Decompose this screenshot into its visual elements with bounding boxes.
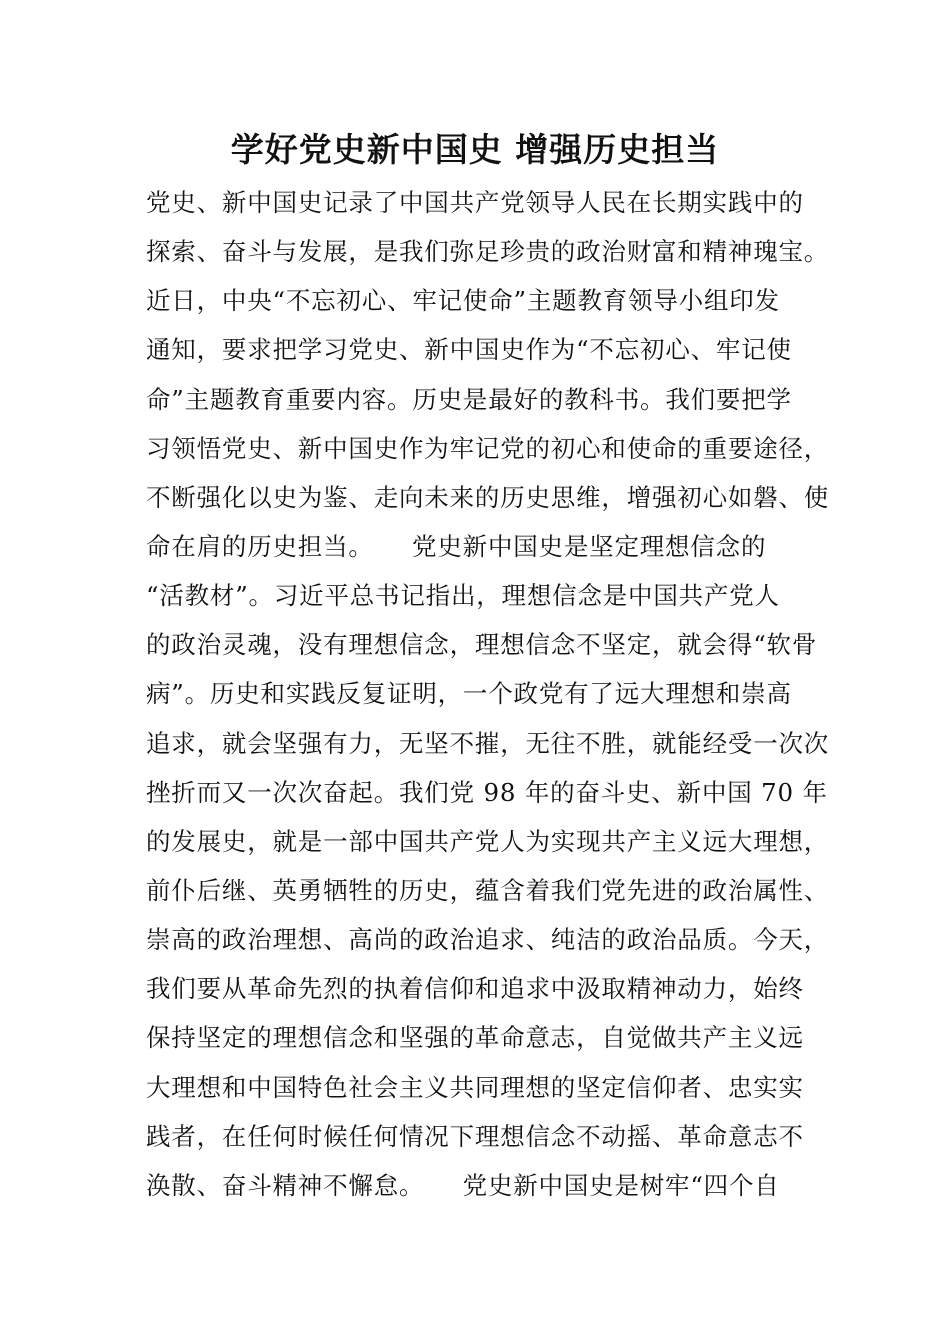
body-line: 通知，要求把学习党史、新中国史作为“不忘初心、牢记使 [146,335,792,365]
body-line: 挫折而又一次次奋起。我们党 98 年的奋斗史、新中国 70 年 [146,777,828,807]
body-line: 病”。历史和实践反复证明，一个政党有了远大理想和崇高 [146,679,792,709]
body-line: 命”主题教育重要内容。历史是最好的教科书。我们要把学 [146,384,792,414]
body-line: 近日，中央“不忘初心、牢记使命”主题教育领导小组印发 [146,286,780,316]
body-line: 我们要从革命先烈的执着信仰和追求中汲取精神动力，始终 [146,974,804,1004]
body-line: 涣散、奋斗精神不懈怠。 党史新中国史是树牢“四个自 [146,1170,780,1200]
body-line: 的发展史，就是一部中国共产党人为实现共产主义远大理想， [146,826,830,856]
body-line: 大理想和中国特色社会主义共同理想的坚定信仰者、忠实实 [146,1072,804,1102]
body-line: 习领悟党史、新中国史作为牢记党的初心和使命的重要途径， [146,433,830,463]
body-line: 探索、奋斗与发展，是我们弥足珍贵的政治财富和精神瑰宝。 [146,237,830,267]
body-line: 党史、新中国史记录了中国共产党领导人民在长期实践中的 [146,188,804,217]
body-line: “活教材”。习近平总书记指出，理想信念是中国共产党人 [146,581,780,611]
document-body [146,178,830,1210]
body-line: 的政治灵魂，没有理想信念，理想信念不坚定，就会得“软骨 [146,630,818,660]
body-line: 追求，就会坚强有力，无坚不摧，无往不胜，就能经受一次次 [146,728,830,758]
document-title: 学好党史新中国史 增强历史担当 [230,130,720,169]
body-line: 践者，在任何时候任何情况下理想信念不动摇、革命意志不 [146,1121,804,1151]
body-line: 保持坚定的理想信念和坚强的革命意志，自觉做共产主义远 [146,1023,804,1053]
body-line: 命在肩的历史担当。 党史新中国史是坚定理想信念的 [146,531,767,561]
body-line: 崇高的政治理想、高尚的政治追求、纯洁的政治品质。今天， [146,925,830,955]
body-line: 前仆后继、英勇牺牲的历史，蕴含着我们党先进的政治属性、 [146,875,830,905]
body-line: 不断强化以史为鉴、走向未来的历史思维，增强初心如磐、使 [146,482,830,512]
